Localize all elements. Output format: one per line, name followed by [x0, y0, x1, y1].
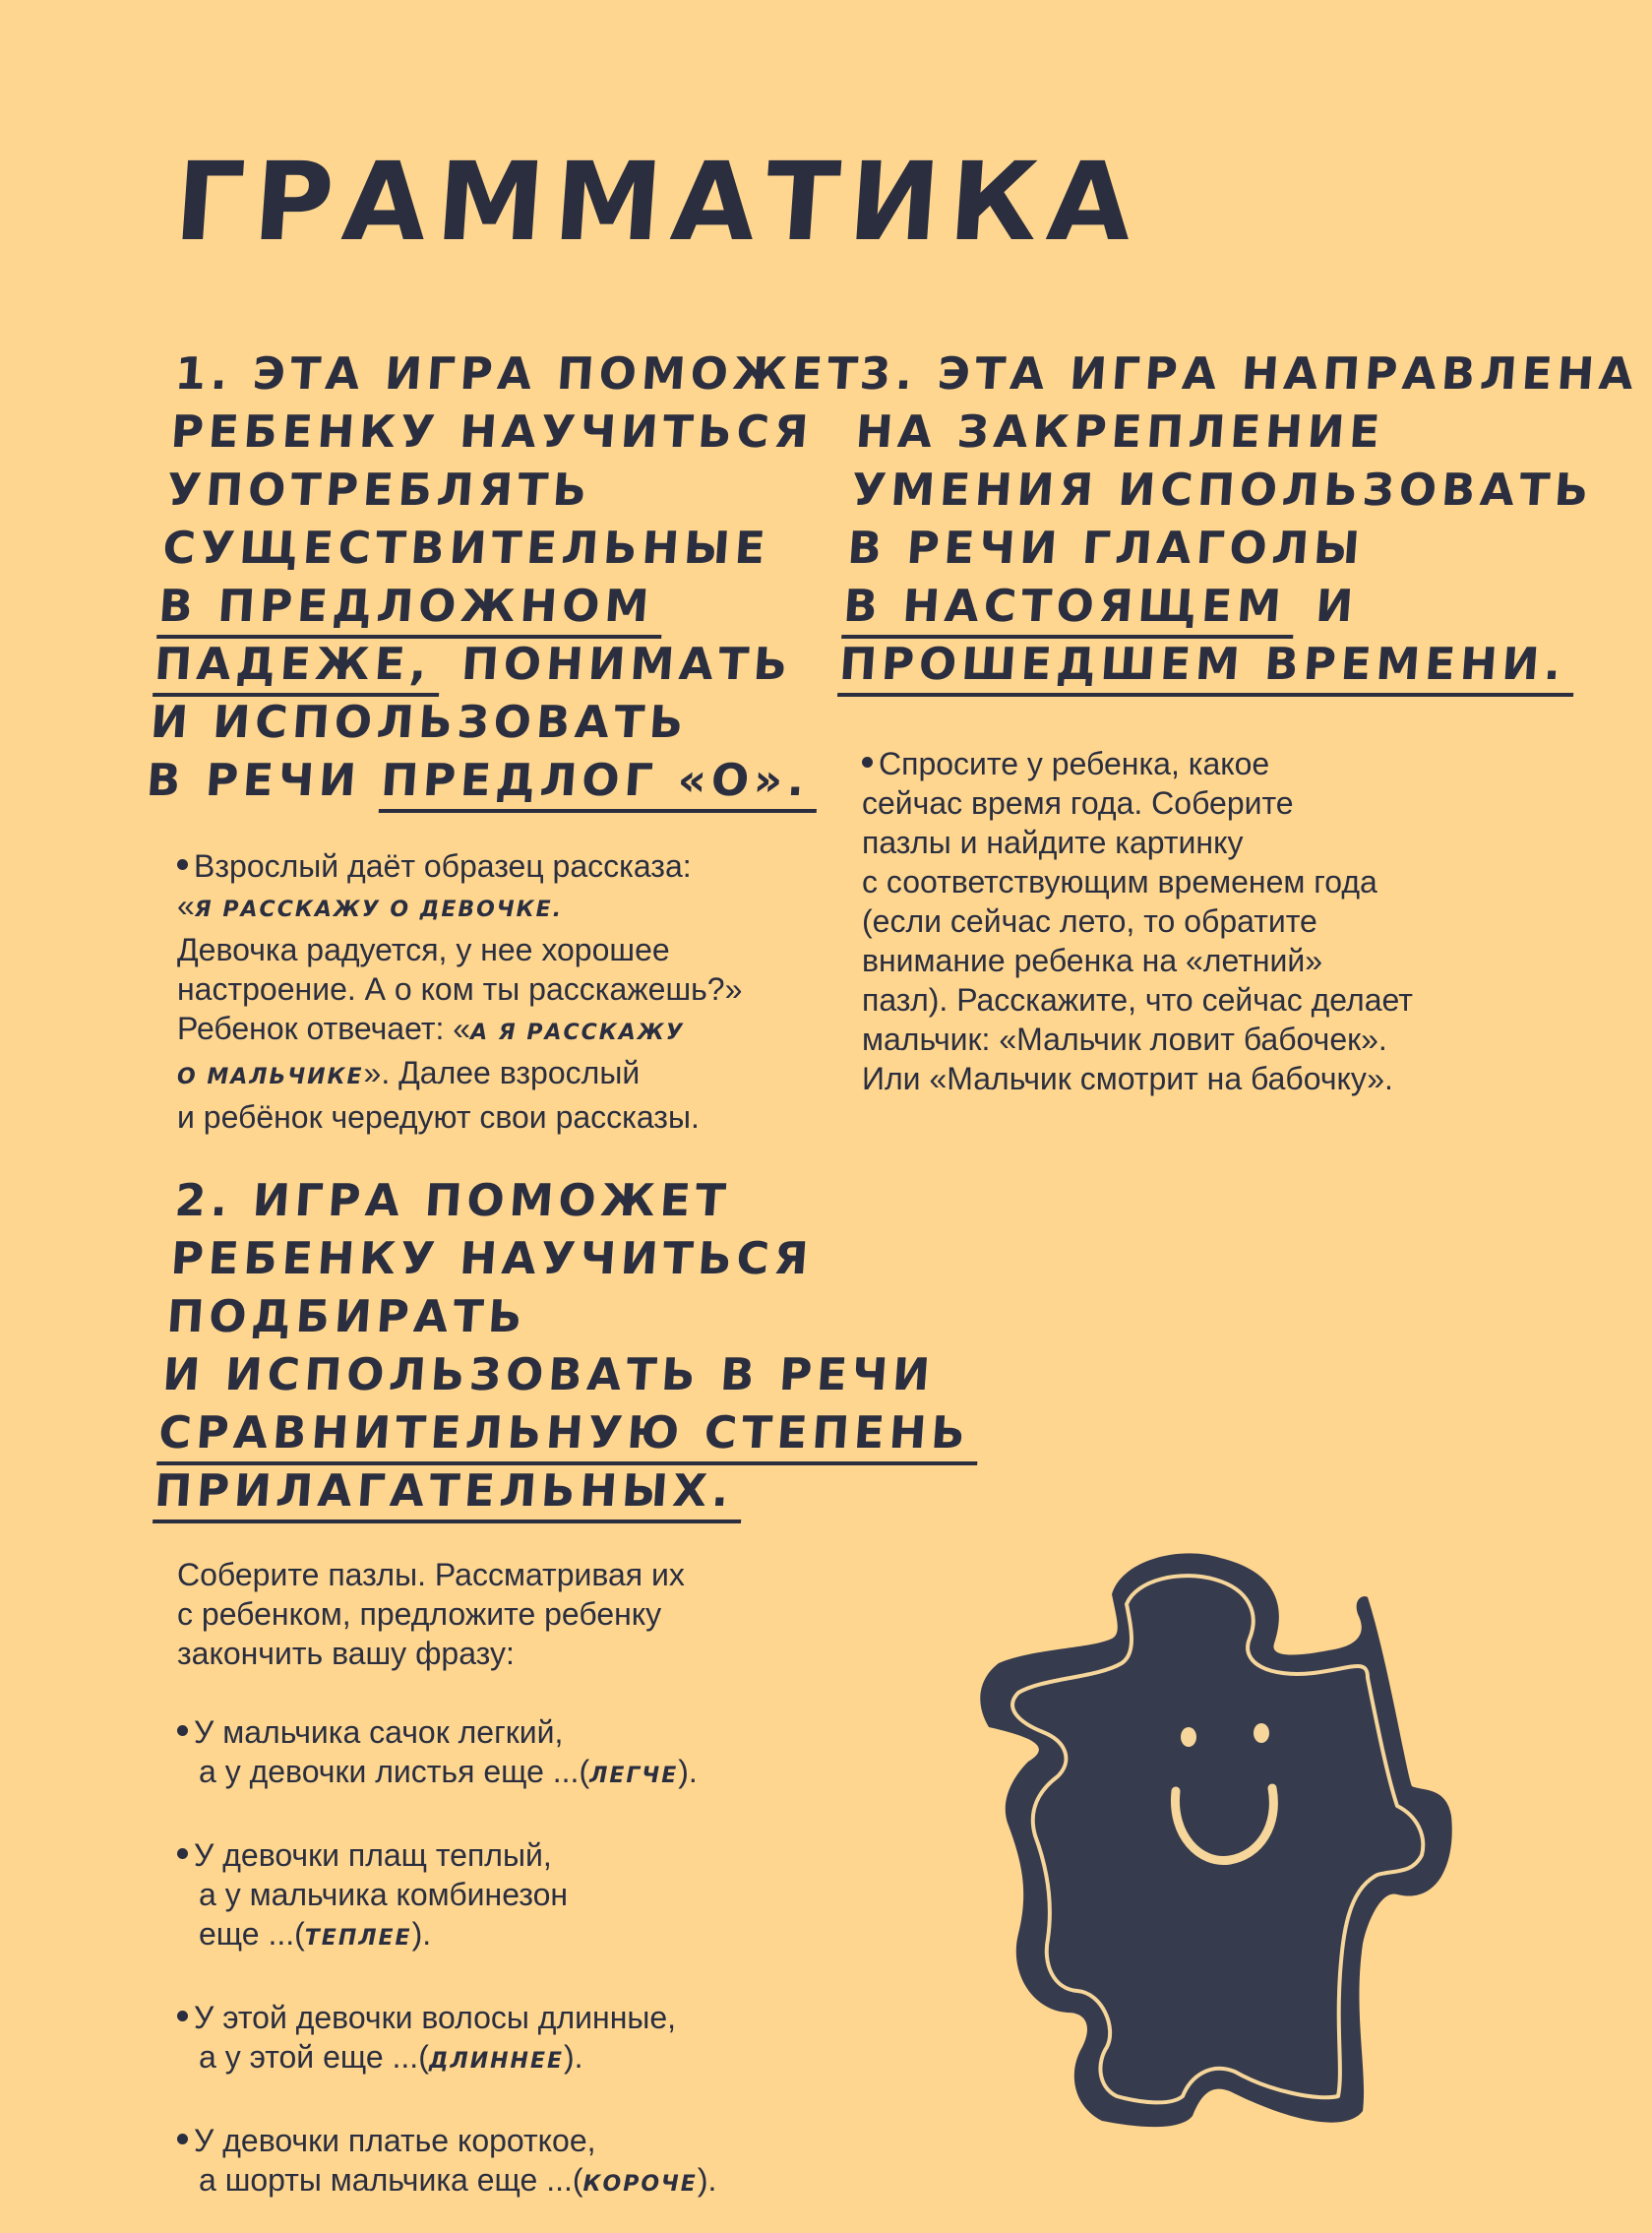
body-line	[177, 1752, 856, 1796]
body-line: Или «Мальчик смотрит на бабочку».	[862, 1061, 1393, 1096]
body-line	[177, 1712, 856, 1752]
body-line	[862, 744, 1511, 783]
underlined-phrase: ПАДЕЖЕ,	[153, 638, 443, 697]
heading-line	[156, 1403, 972, 1461]
section-2-heading	[153, 1171, 972, 1520]
heading-line: СУЩЕСТВИТЕЛЬНЫЕ	[160, 522, 772, 574]
heading-line: РЕБЕНКУ НАУЧИТЬСЯ	[168, 1232, 816, 1284]
handwritten-text: О МАЛЬЧИКЕ	[177, 1065, 364, 1089]
heading-line	[153, 1461, 835, 1520]
heading-line: ПОДБИРАТЬ	[164, 1290, 529, 1342]
body-line: настроение. А о ком ты расскажешь?»	[177, 971, 743, 1007]
body-line	[177, 846, 856, 886]
heading-line: НА ЗАКРЕПЛЕНИЕ	[853, 405, 1386, 458]
body-line: закончить вашу фразу:	[177, 1636, 515, 1671]
body-text: У девочки платье короткое,	[194, 2123, 596, 2158]
right-eye	[1254, 1723, 1269, 1743]
heading-line: УМЕНИЯ ИСПОЛЬЗОВАТЬ	[849, 464, 1596, 516]
body-line	[177, 1053, 856, 1097]
body-text: а шорты мальчика еще ...(	[199, 2162, 583, 2198]
section-2-intro	[177, 1555, 856, 1673]
body-line	[177, 1835, 856, 1875]
body-text: Взрослый даёт образец рассказа:	[194, 848, 692, 884]
heading-text: В РЕЧИ	[145, 754, 384, 806]
bullet-icon	[177, 1725, 188, 1736]
body-line: внимание ребенка на «летний»	[862, 943, 1323, 978]
body-text: а у этой еще ...(	[199, 2039, 429, 2075]
body-line	[177, 1009, 856, 1053]
heading-line: УПОТРЕБЛЯТЬ	[164, 464, 593, 516]
heading-text: И	[1293, 580, 1360, 632]
body-line: а у мальчика комбинезон	[199, 1877, 569, 1912]
body-line	[177, 1998, 856, 2037]
body-text: ).	[564, 2039, 583, 2075]
body-line: пазлы и найдите картинку	[862, 825, 1244, 860]
example-item	[177, 1998, 856, 2081]
bullet-icon	[177, 2134, 188, 2144]
heading-line	[837, 635, 1568, 693]
section-1-body	[177, 846, 856, 1137]
heading-line: 3. ЭТА ИГРА НАПРАВЛЕНА	[858, 347, 1640, 400]
example-item	[177, 2121, 856, 2204]
heading-text: ПОНИМАТЬ	[439, 638, 794, 690]
body-text: Спросите у ребенка, какое	[879, 746, 1270, 781]
bullet-icon	[862, 757, 873, 768]
heading-line: РЕБЕНКУ НАУЧИТЬСЯ	[168, 405, 816, 458]
example-item	[177, 1712, 856, 1796]
left-eye	[1181, 1727, 1196, 1747]
body-text: У девочки плащ теплый,	[194, 1837, 552, 1873]
section-3-body	[862, 744, 1511, 1098]
section-2	[153, 1171, 972, 2204]
handwritten-text: Я РАССКАЖУ О ДЕВОЧКЕ.	[194, 898, 563, 922]
heading-line: И ИСПОЛЬЗОВАТЬ В РЕЧИ	[160, 1348, 937, 1400]
section-3	[837, 344, 1640, 1098]
underlined-phrase: СРАВНИТЕЛЬНУЮ СТЕПЕНЬ	[156, 1406, 981, 1465]
body-line	[177, 886, 856, 930]
body-text: ». Далее взрослый	[363, 1055, 641, 1090]
body-text: У этой девочки волосы длинные,	[194, 2000, 677, 2035]
body-line: и ребёнок чередуют свои рассказы.	[177, 1099, 700, 1135]
body-text: ).	[411, 1916, 432, 1952]
body-line: (если сейчас лето, то обратите	[862, 903, 1317, 939]
body-text: ).	[697, 2162, 717, 2198]
bullet-icon	[177, 2011, 188, 2021]
underlined-phrase: ПРИЛАГАТЕЛЬНЫХ.	[153, 1464, 745, 1523]
body-text: а у девочки листья еще ...(	[199, 1754, 590, 1789]
heading-line	[841, 577, 1495, 635]
heading-line	[156, 577, 839, 635]
underlined-phrase: В ПРЕДЛОЖНОМ	[156, 580, 665, 639]
heading-line	[153, 635, 835, 693]
underlined-phrase: ПРОШЕДШЕМ ВРЕМЕНИ.	[837, 638, 1577, 697]
handwritten-text: А Я РАССКАЖУ	[470, 1021, 685, 1045]
heading-line: 1. ЭТА ИГРА ПОМОЖЕТ	[173, 347, 865, 400]
puzzle-piece-shape	[980, 1553, 1451, 2127]
body-line	[177, 2121, 856, 2160]
body-text: У мальчика сачок легкий,	[194, 1714, 564, 1750]
body-text: еще ...(	[199, 1916, 305, 1952]
body-text: ).	[678, 1754, 698, 1789]
page-title: ГРАММАТИКА	[170, 139, 1146, 265]
body-line: мальчик: «Мальчик ловит бабочек».	[862, 1022, 1387, 1057]
heading-line: И ИСПОЛЬЗОВАТЬ	[149, 696, 690, 748]
body-line: пазл). Расскажите, что сейчас делает	[862, 982, 1413, 1018]
body-line: Соберите пазлы. Рассматривая их	[177, 1557, 685, 1592]
body-line	[177, 1914, 856, 1958]
body-line: сейчас время года. Соберите	[862, 785, 1294, 821]
section-3-heading	[837, 344, 1640, 693]
heading-line	[145, 751, 827, 809]
underlined-phrase: В НАСТОЯЩЕМ	[841, 580, 1297, 639]
body-line: с ребенком, предложите ребенку	[177, 1596, 662, 1632]
handwritten-text: ТЕПЛЕЕ	[304, 1926, 412, 1951]
section-1-heading	[145, 344, 865, 809]
underlined-phrase: ПРЕДЛОГ «О».	[379, 754, 821, 813]
heading-line: В РЕЧИ ГЛАГОЛЫ	[845, 522, 1367, 574]
bullet-icon	[177, 859, 188, 870]
handwritten-text: КОРОЧЕ	[582, 2172, 698, 2197]
bullet-icon	[177, 1848, 188, 1859]
handwritten-text: ЛЕГЧЕ	[589, 1764, 679, 1788]
smiling-puzzle-piece-icon	[974, 1540, 1456, 2131]
body-text: Ребенок отвечает: «	[177, 1011, 471, 1046]
example-item	[177, 1835, 856, 1958]
body-line: Девочка радуется, у нее хорошее	[177, 932, 670, 967]
body-line	[177, 2160, 856, 2204]
heading-line: 2. ИГРА ПОМОЖЕТ	[173, 1174, 733, 1226]
handwritten-text: ДЛИННЕЕ	[428, 2049, 565, 2074]
body-line: с соответствующим временем года	[862, 864, 1377, 899]
section-1	[145, 344, 865, 1137]
body-text: «	[177, 888, 195, 923]
body-line	[177, 2037, 856, 2081]
